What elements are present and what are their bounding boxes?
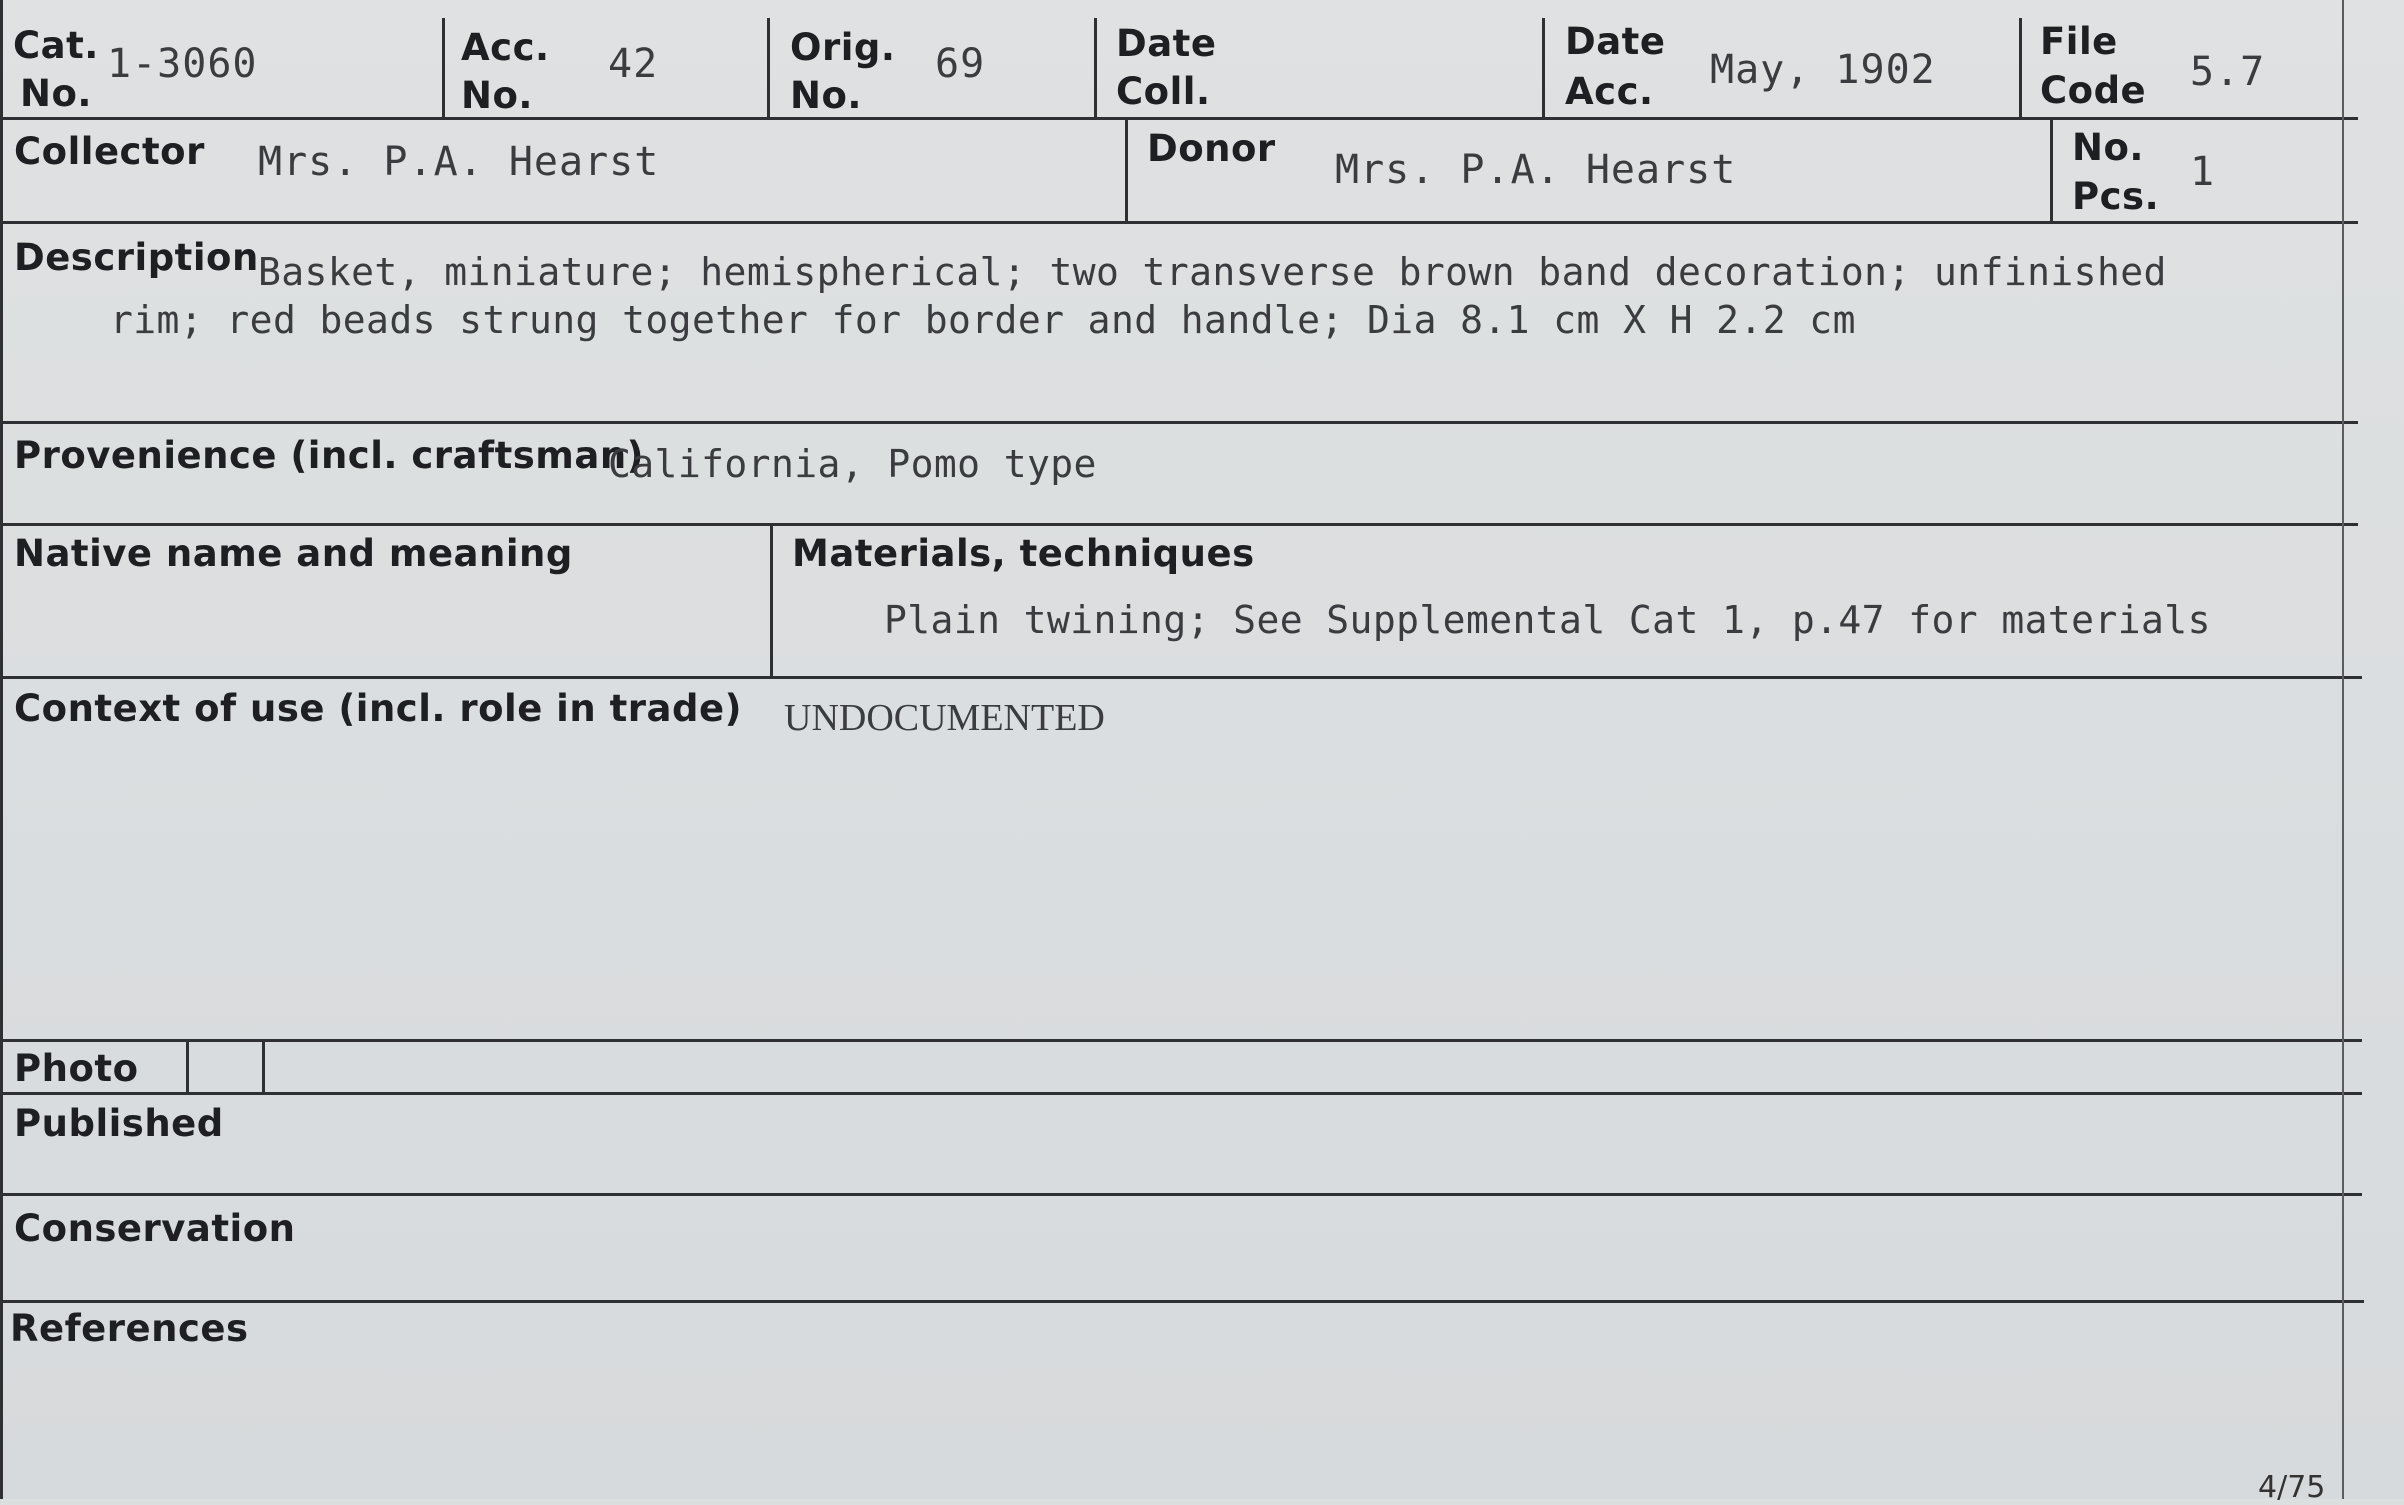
rule-native-bottom: [0, 676, 2362, 679]
rule-context-bottom: [0, 1039, 2362, 1042]
provenience-label: Provenience (incl. craftsman): [14, 434, 645, 477]
rule-description-bottom: [0, 421, 2358, 424]
date-coll-label-2: Coll.: [1116, 70, 1211, 113]
date-acc-label: Date: [1565, 20, 1666, 63]
provenience-value: California, Pomo type: [608, 442, 1097, 486]
rule-after-collector: [1125, 119, 1128, 223]
rule-published-bottom: [0, 1193, 2362, 1196]
description-line-2: rim; red beads strung together for border and handle; Dia 8.1 cm X H 2.2 cm: [110, 298, 1856, 342]
acc-label: Acc.: [461, 26, 550, 69]
cat-number-value: 1-3060: [107, 41, 258, 87]
collector-label: Collector: [14, 130, 205, 173]
date-acc-value: May, 1902: [1710, 47, 1936, 93]
context-value: UNDOCUMENTED: [784, 697, 1105, 739]
rule-photo-box2: [262, 1042, 265, 1094]
rule-conservation-bottom: [0, 1300, 2364, 1303]
rule-after-date-acc: [2019, 18, 2022, 119]
form-code: 4/75: [2258, 1470, 2326, 1505]
pcs-label: Pcs.: [2072, 175, 2160, 218]
date-acc-label-2: Acc.: [1565, 70, 1654, 113]
materials-label: Materials, techniques: [792, 532, 1255, 575]
rule-photo-box1: [186, 1042, 189, 1094]
rule-right-edge: [2342, 0, 2344, 1499]
acc-no-label: No.: [461, 74, 533, 117]
description-line-1: Basket, miniature; hemispherical; two transverse brown band decoration; unfinished: [258, 250, 2167, 294]
file-code-value: 5.7: [2190, 49, 2266, 95]
cat-no-label: No.: [20, 72, 92, 115]
rule-after-donor: [2050, 119, 2053, 223]
orig-no-label: No.: [790, 74, 862, 117]
orig-number-value: 69: [935, 41, 986, 87]
pcs-value: 1: [2190, 149, 2216, 195]
published-label: Published: [14, 1102, 224, 1145]
collector-value: Mrs. P.A. Hearst: [258, 139, 660, 185]
orig-label: Orig.: [790, 26, 896, 69]
donor-label: Donor: [1147, 127, 1276, 170]
pcs-no-label: No.: [2072, 126, 2144, 169]
native-name-label: Native name and meaning: [14, 532, 573, 575]
description-label: Description: [14, 236, 259, 279]
rule-native-materials: [770, 525, 773, 678]
conservation-label: Conservation: [14, 1207, 296, 1250]
rule-after-orig: [1094, 18, 1097, 119]
file-code-label: Code: [2040, 69, 2147, 112]
rule-photo-bottom: [0, 1092, 2362, 1095]
date-coll-label: Date: [1116, 22, 1217, 65]
rule-after-date-coll: [1542, 18, 1545, 119]
rule-provenience-bottom: [0, 523, 2358, 526]
rule-left-edge: [0, 0, 3, 1499]
acc-number-value: 42: [608, 41, 659, 87]
rule-header-bottom: [0, 117, 2358, 120]
photo-label: Photo: [14, 1047, 139, 1090]
rule-after-cat: [442, 18, 445, 119]
materials-value: Plain twining; See Supplemental Cat 1, p.47 for materials: [884, 598, 2211, 642]
donor-value: Mrs. P.A. Hearst: [1335, 147, 1737, 193]
rule-collector-bottom: [0, 221, 2358, 224]
references-label: References: [10, 1307, 249, 1350]
cat-label: Cat.: [13, 24, 99, 67]
file-label: File: [2040, 20, 2118, 63]
context-label: Context of use (incl. role in trade): [14, 687, 742, 730]
rule-after-acc: [767, 18, 770, 119]
